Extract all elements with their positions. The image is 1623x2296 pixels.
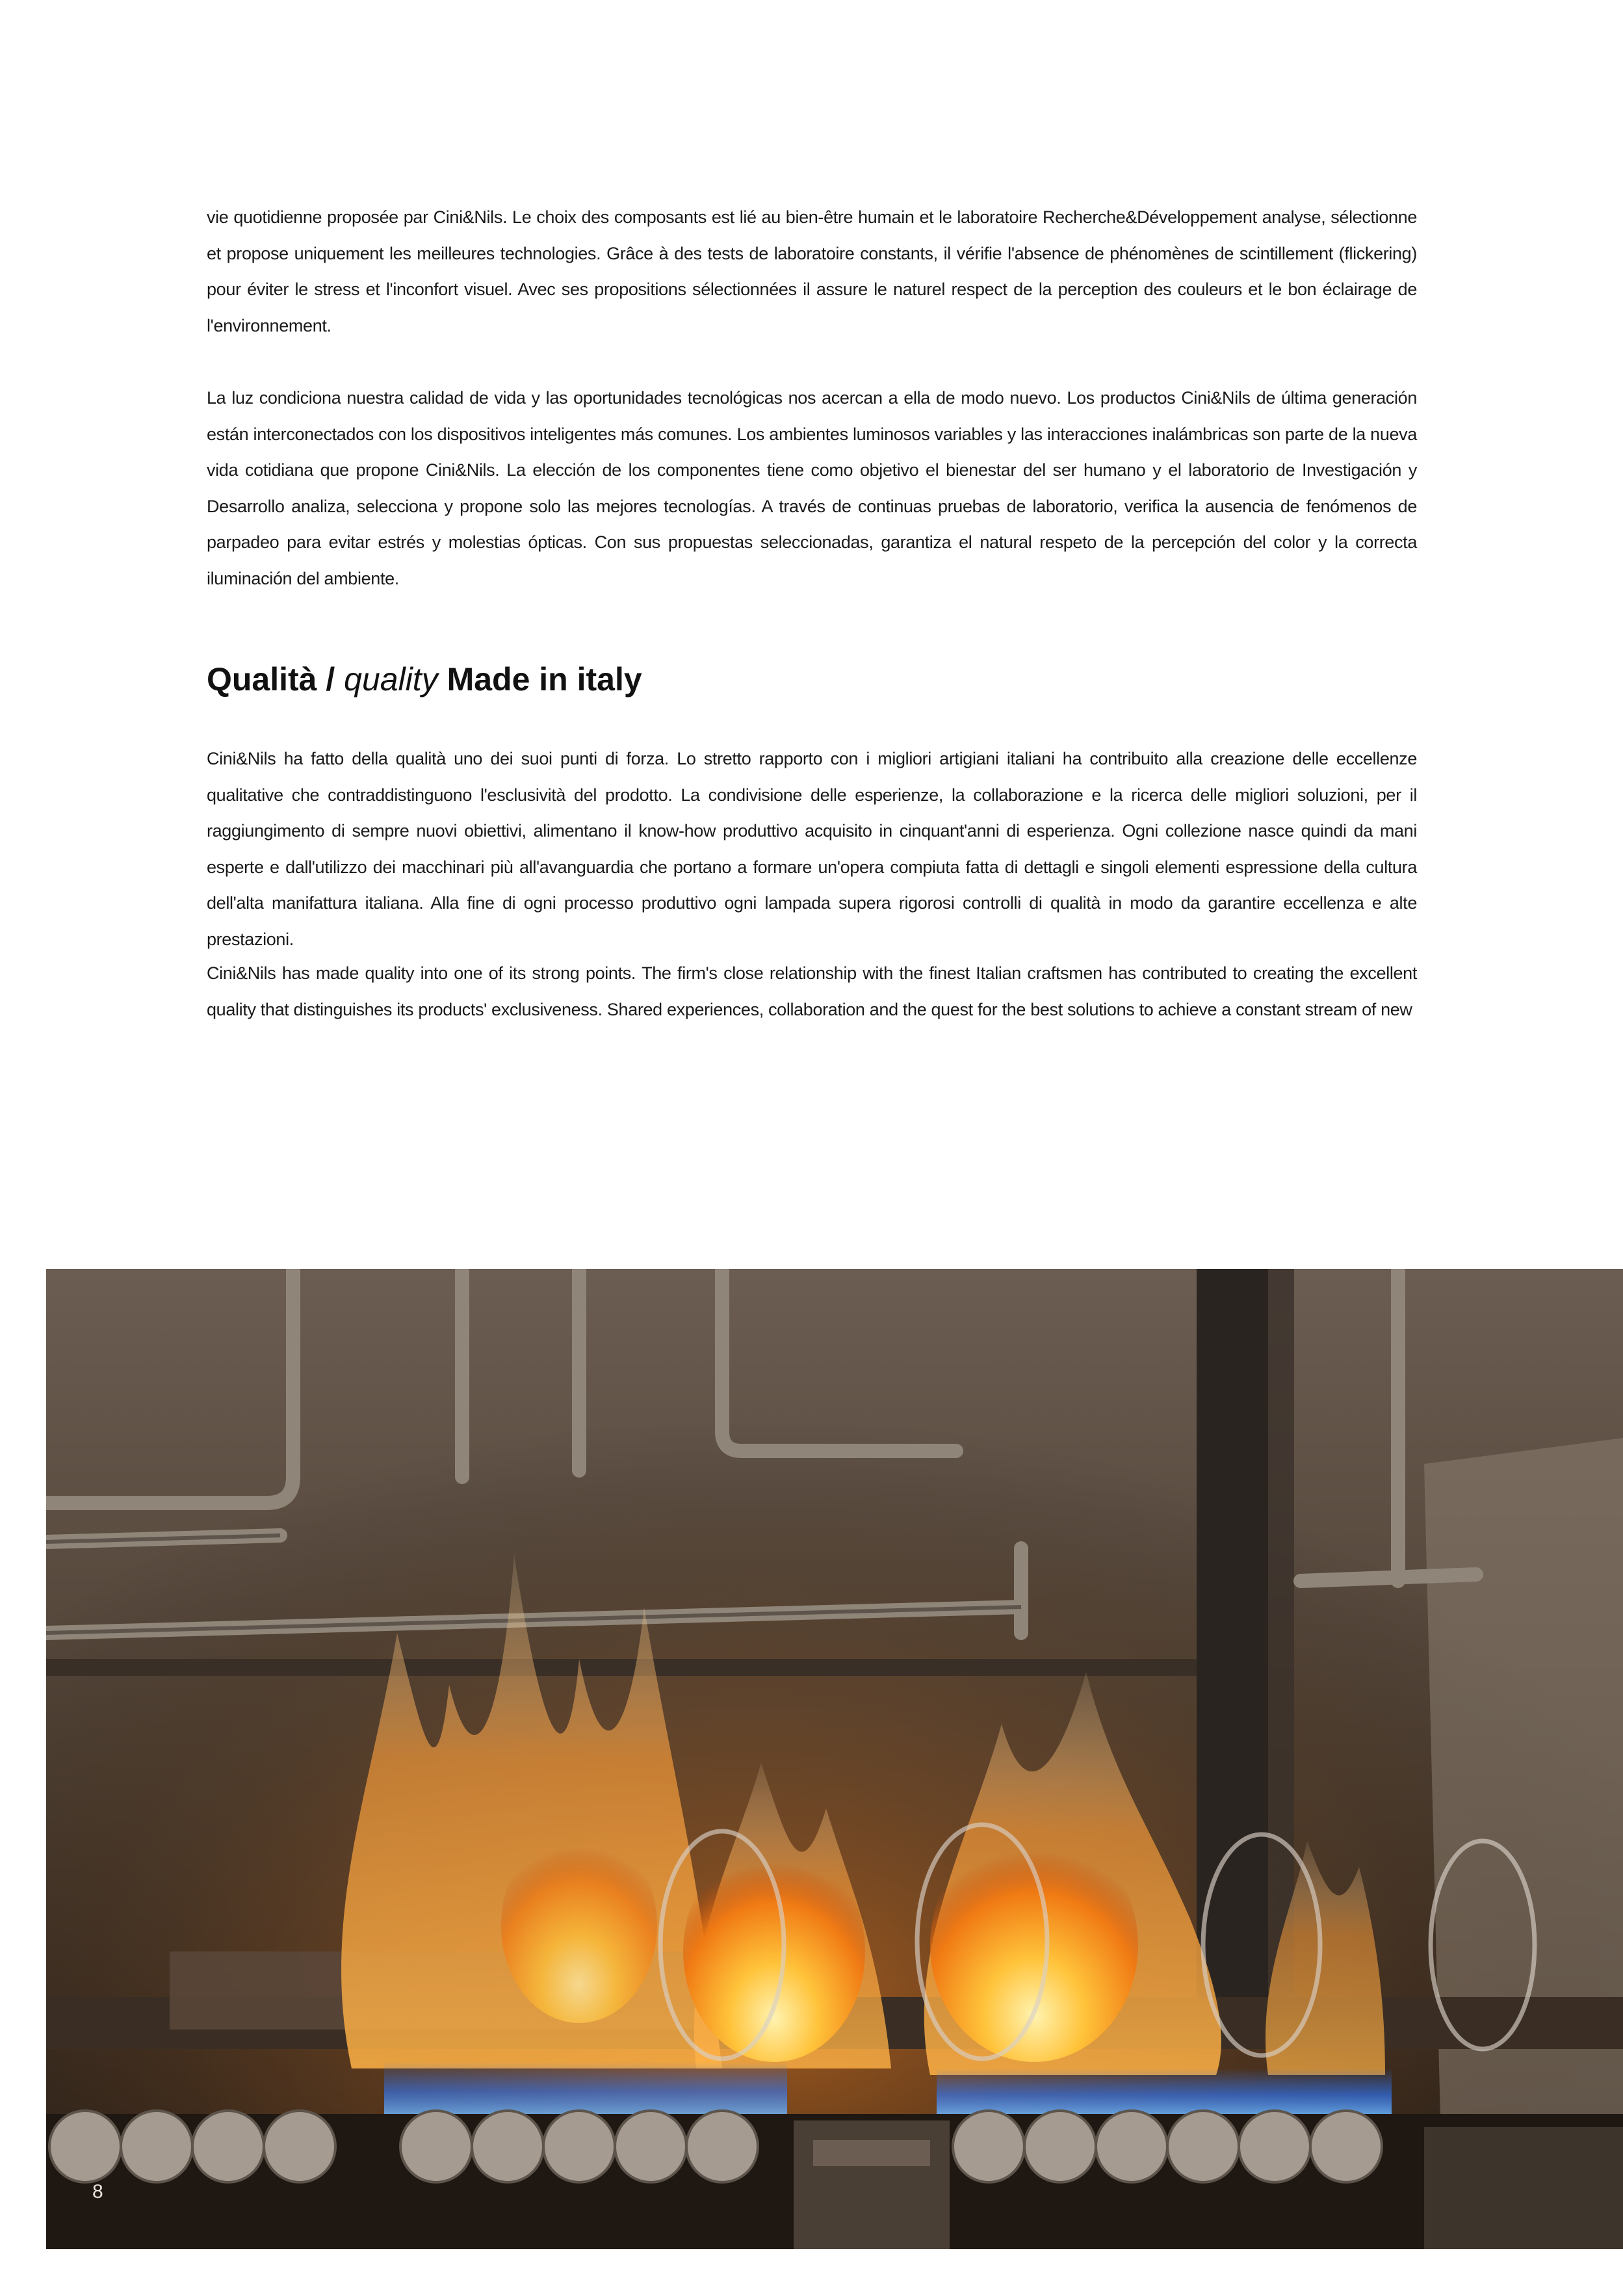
paragraph-english: Cini&Nils has made quality into one of its strong points. The firm's close relationship with the finest Italian craftsmen has contributed to creating the excellent quality that distinguishes its products' exclusiveness. Shared experiences, collaboration and the quest for the best solutions to achieve a constant stream of new [207, 963, 1417, 1019]
paragraph-spanish: La luz condiciona nuestra calidad de vida y las oportunidades tecnológicas nos acercan a ella de modo nuevo. Los productos Cini&Nils de última generación están interconectados con los dispositivos inteligentes más comunes. Los ambientes luminosos variables y las interacciones inalámbricas son parte de la nueva vida cotidiana que propone Cini&Nils. La elección de los componentes tiene como objetivo el bienestar del ser humano y el laboratorio de Investigación y Desarrollo analiza, selecciona y propone solo las mejores tecnologías. A través de continuas pruebas de laboratorio, verifica la ausencia de fenómenos de parpadeo para evitar estrés y molestias ópticas. Con sus propuestas seleccionadas, garantiza el natural respeto de la percepción del color y la correcta iluminación del ambiente. [207, 388, 1417, 588]
section-heading [207, 660, 642, 698]
heading-part-3: Made in italy [437, 661, 642, 698]
glass-furnace-photo [46, 1269, 1623, 2249]
heading-part-1: Qualità / [207, 661, 344, 698]
heading-italic-quality: quality [344, 661, 438, 698]
page-number: 8 [92, 2181, 103, 2202]
paragraph-italian: Cini&Nils ha fatto della qualità uno dei suoi punti di forza. Lo stretto rapporto con i migliori artigiani italiani ha contribuito alla creazione delle eccellenze qualitative che contraddistinguono l'esclusività del prodotto. La condivisione delle esperienze, la collaborazione e la ricerca delle migliori soluzioni, per il raggiungimento di sempre nuovi obiettivi, alimentano il know-how produttivo acquisito in cinquant'anni di esperienza. Ogni collezione nasce quindi da mani esperte e dall'utilizzo dei macchinari più all'avanguardia che portano a formare un'opera compiuta fatta di dettagli e singoli elementi espressione della cultura dell'alta manifattura italiana. Alla fine di ogni processo produttivo ogni lampada supera rigorosi controlli di qualità in modo da garantire eccellenza e alte prestazioni. [207, 749, 1417, 949]
paragraph-french: vie quotidienne proposée par Cini&Nils. Le choix des composants est lié au bien-être humain et le laboratoire Recherche&Développement analyse, sélectionne et propose uniquement les meilleures technologies. Grâce à des tests de laboratoire constants, il vérifie l'absence de phénomènes de scintillement (flickering) pour éviter le stress et l'inconfort visuel. Avec ses propositions sélectionnées il assure le naturel respect de la perception des couleurs et le bon éclairage de l'environnement. [207, 207, 1417, 335]
